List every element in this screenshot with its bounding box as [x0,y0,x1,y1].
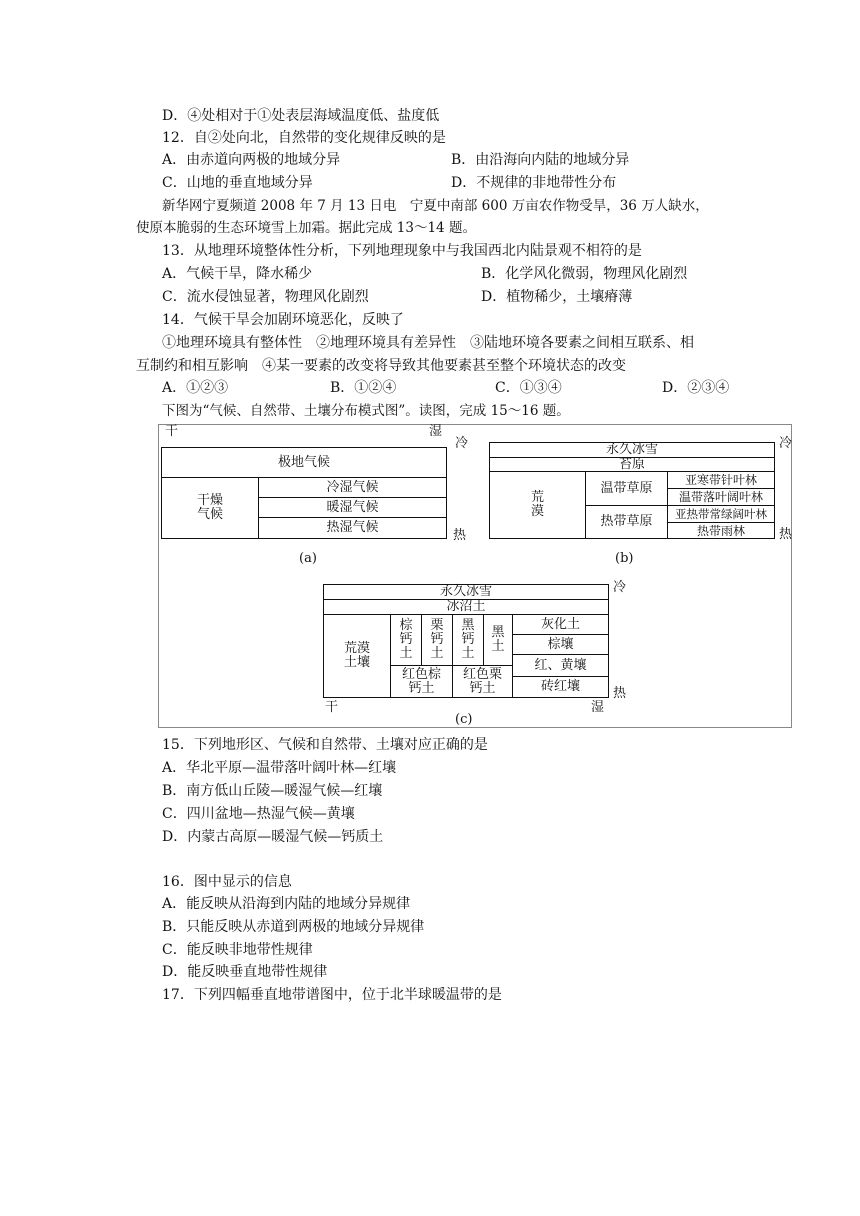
figure-intro: 下图为“气候、自然带、土壤分布模式图”。读图，完成 15～16 题。 [162,403,570,419]
axis-cold-label-c: 冷 [613,580,627,595]
q11-option-d: D．④处相对于①处表层海域温度低、盐度低 [162,108,440,124]
tropical-grassland: 热带草原 [585,505,668,539]
q14-stem: 14．气候干旱会加剧环境恶化，反映了 [162,312,404,328]
axis-cold-label-b: 冷 [779,436,793,451]
q13-option-b: B．化学风化微弱，物理风化剧烈 [481,266,688,282]
distribution-figure [158,424,792,728]
tropical-rainforest: 热带雨林 [667,522,775,539]
black-soil: 黑 土 [483,614,513,666]
q12-option-d: D．不规律的非地带性分布 [451,175,617,191]
q14-option-b: B．①②④ [330,380,397,396]
red-chestnut-calcic-soil: 红色栗 钙土 [452,665,513,698]
cold-wet-climate: 冷湿气候 [258,477,447,498]
q12-stem: 12．自②处向北，自然带的变化规律反映的是 [162,130,446,146]
polar-climate: 极地气候 [161,447,447,478]
q17-stem: 17．下列四幅垂直地带谱图中，位于北半球暖温带的是 [162,987,502,1003]
axis-hot-label-c: 热 [613,686,627,701]
q16-stem: 16．图中显示的信息 [162,874,292,890]
laterite: 砖红壤 [512,676,609,698]
q15-option-a: A．华北平原—温带落叶阔叶林—红壤 [162,760,397,776]
q14-option-a: A．①②③ [162,380,229,396]
q13-option-d: D．植物稀少，土壤瘠薄 [481,289,633,305]
q16-option-c: C．能反映非地带性规律 [162,942,313,958]
axis-wet-label: 湿 [429,424,443,439]
red-brown-calcic-soil: 红色棕 钙土 [390,665,453,698]
black-calcic-soil: 黑 钙 土 [452,614,484,666]
red-yellow-soil: 红、黄壤 [512,654,609,677]
axis-hot-label-b: 热 [779,527,793,542]
axis-hot-label: 热 [453,528,467,543]
brown-soil: 棕壤 [512,634,609,655]
axis-dry-label-c: 干 [325,700,339,715]
temperate-grassland: 温带草原 [585,471,668,506]
axis-wet-label-c: 湿 [591,700,605,715]
passage-line-1: 新华网宁夏频道 2008 年 7 月 13 日电 宁夏中南部 600 万亩农作物受旱，36 万人缺水， [162,198,709,214]
subtropical-evergreen-forest: 亚热带常绿阔叶林 [667,505,775,523]
q13-stem: 13．从地理环境整体性分析，下列地理现象中与我国西北内陆景观不相符的是 [162,243,642,259]
caption-a: (a) [299,551,317,566]
axis-dry-label: 干 [165,424,179,439]
q16-option-b: B．只能反映从赤道到两极的地域分异规律 [162,919,425,935]
temperate-deciduous-forest: 温带落叶阔叶林 [667,488,775,506]
axis-cold-label: 冷 [455,436,469,451]
q15-stem: 15．下列地形区、气候和自然带、土壤对应正确的是 [162,737,488,753]
q14-option-d: D．②③④ [662,380,730,396]
q15-option-b: B．南方低山丘陵—暖湿气候—红壤 [162,783,383,799]
permanent-ice: 永久冰雪 [489,442,775,458]
permanent-ice-c: 永久冰雪 [323,584,609,600]
taiga: 亚寒带针叶林 [667,471,775,489]
q15-option-d: D．内蒙古高原—暖湿气候—钙质土 [162,829,384,845]
passage-line-2: 使原本脆弱的生态环境雪上加霜。据此完成 13～14 题。 [136,220,476,236]
tundra-soil: 冰沼土 [323,599,609,615]
warm-wet-climate: 暖湿气候 [258,497,447,518]
q14-option-c: C．①③④ [495,380,562,396]
q12-option-b: B．由沿海向内陆的地域分异 [451,152,630,168]
q12-option-a: A．由赤道向两极的地域分异 [162,152,341,168]
q14-statements-1: ①地理环境具有整体性 ②地理环境具有差异性 ③陆地环境各要素之间相互联系、相 [162,335,694,351]
q12-option-c: C．山地的垂直地域分异 [162,175,313,191]
caption-b: (b) [615,551,634,566]
q13-option-a: A．气候干旱，降水稀少 [162,266,313,282]
q15-option-c: C．四川盆地—热湿气候—黄壤 [162,806,355,822]
brown-calcic-soil: 棕 钙 土 [390,614,422,666]
chestnut-calcic-soil: 栗 钙 土 [421,614,453,666]
desert-soil: 荒漠 土壤 [323,614,391,698]
podzol: 灰化土 [512,614,609,635]
q13-option-c: C．流水侵蚀显著，物理风化剧烈 [162,289,369,305]
hot-wet-climate: 热湿气候 [258,517,447,539]
q16-option-d: D．能反映垂直地带性规律 [162,964,328,980]
tundra: 苔原 [489,457,775,472]
caption-c: (c) [455,712,473,727]
q14-statements-2: 互制约和相互影响 ④某一要素的改变将导致其他要素甚至整个环境状态的改变 [136,358,626,374]
q16-option-a: A．能反映从沿海到内陆的地域分异规律 [162,896,411,912]
dry-climate: 干燥 气候 [161,477,259,539]
desert: 荒 漠 [489,471,586,539]
